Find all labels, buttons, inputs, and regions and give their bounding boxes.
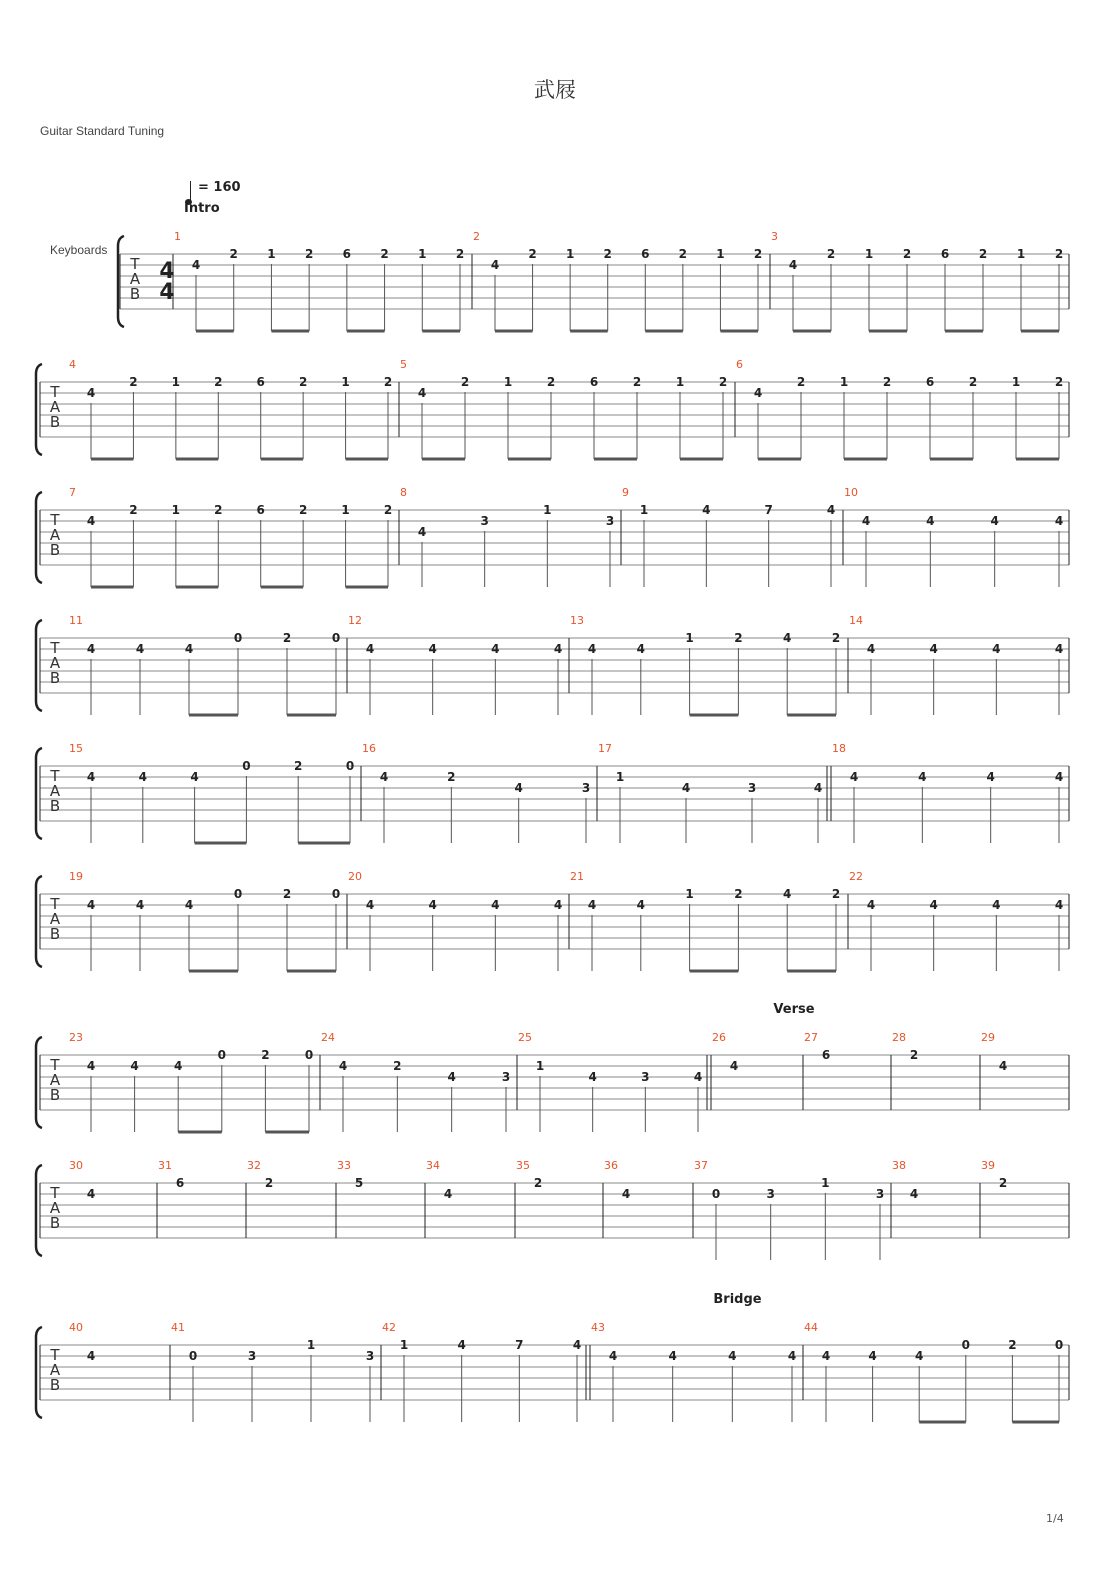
measure-number: 35: [516, 1159, 530, 1172]
tab-clef-b: B: [49, 1086, 61, 1104]
tab-fret-number: 4: [191, 258, 201, 272]
tab-fret-number: 1: [267, 247, 276, 261]
tab-fret-number: 1: [565, 247, 575, 261]
tab-fret-number: 4: [788, 258, 798, 272]
tab-fret-number: 4: [491, 642, 500, 656]
measure-number: 15: [69, 742, 83, 755]
tab-fret-number: 4: [365, 642, 375, 656]
tab-fret-number: 0: [242, 759, 251, 773]
measure-number: 5: [400, 358, 407, 371]
tab-fret-number: 2: [753, 247, 763, 261]
measure-number: 41: [171, 1321, 185, 1334]
measure-number: 4: [69, 358, 76, 371]
tab-fret-number: 4: [1054, 514, 1064, 528]
tab-fret-number: 2: [632, 375, 642, 389]
tab-fret-number: 2: [455, 247, 465, 261]
tab-fret-number: 4: [184, 642, 194, 656]
tab-fret-number: 2: [294, 759, 303, 773]
tab-fret-number: 0: [233, 887, 243, 901]
tab-fret-number: 1: [543, 503, 552, 517]
tab-clef-a: A: [49, 1361, 61, 1379]
tab-fret-number: 7: [764, 503, 773, 517]
tab-fret-number: 4: [728, 1349, 737, 1363]
tab-fret-number: 1: [1011, 375, 1021, 389]
song-title: 武屐: [534, 78, 576, 102]
tab-fret-number: 4: [915, 1349, 924, 1363]
tab-clef-a: A: [49, 910, 61, 928]
tab-fret-number: 2: [734, 887, 743, 901]
tab-clef-b: B: [49, 413, 61, 431]
tab-fret-number: 4: [1054, 642, 1064, 656]
tab-fret-number: 4: [417, 386, 427, 400]
tab-fret-number: 0: [961, 1338, 970, 1352]
tab-fret-number: 2: [383, 375, 393, 389]
tab-fret-number: 4: [866, 898, 876, 912]
tab-fret-number: 4: [365, 898, 375, 912]
tab-fret-number: 6: [256, 503, 265, 517]
tab-clef-t: T: [50, 1056, 60, 1074]
tab-fret-number: 4: [572, 1338, 582, 1352]
measure-number: 42: [382, 1321, 396, 1334]
tab-fret-number: 3: [747, 781, 757, 795]
tab-fret-number: 5: [354, 1176, 364, 1190]
tab-fret-number: 4: [417, 525, 427, 539]
tab-fret-number: 4: [861, 514, 871, 528]
tab-fret-number: 2: [298, 375, 308, 389]
section-label: Bridge: [713, 1292, 762, 1307]
measure-number: 24: [321, 1031, 335, 1044]
tab-clef-t: T: [50, 1346, 60, 1364]
tab-clef-t: T: [50, 767, 60, 785]
tab-fret-number: 4: [190, 770, 199, 784]
tempo-marking: = 160: [198, 180, 241, 195]
tab-fret-number: 4: [929, 898, 938, 912]
staff-bracket: [36, 876, 42, 967]
tab-fret-number: 6: [589, 375, 599, 389]
measure-number: 38: [892, 1159, 906, 1172]
tab-clef-a: A: [129, 270, 141, 288]
time-signature-top: 4: [159, 259, 175, 284]
measure-number: 22: [849, 870, 863, 883]
tab-fret-number: 0: [233, 631, 243, 645]
tab-fret-number: 2: [1008, 1338, 1017, 1352]
staff-bracket: [36, 1037, 42, 1128]
tab-fret-number: 4: [866, 642, 876, 656]
tab-fret-number: 4: [636, 642, 645, 656]
tab-fret-number: 2: [282, 631, 292, 645]
tab-fret-number: 3: [605, 514, 615, 528]
tab-fret-number: 4: [86, 1187, 96, 1201]
tab-fret-number: 4: [447, 1070, 456, 1084]
tab-fret-number: 4: [909, 1187, 919, 1201]
tab-fret-number: 4: [998, 1059, 1008, 1073]
tab-fret-number: 4: [86, 386, 96, 400]
tab-fret-number: 4: [926, 514, 935, 528]
tab-fret-number: 3: [501, 1070, 511, 1084]
tab-clef-a: A: [49, 398, 61, 416]
tab-fret-number: 1: [685, 631, 694, 645]
tab-fret-number: 4: [668, 1349, 677, 1363]
tab-fret-number: 1: [685, 887, 694, 901]
tab-fret-number: 2: [831, 887, 841, 901]
tab-fret-number: 2: [734, 631, 743, 645]
tab-clef-b: B: [129, 285, 141, 303]
tab-fret-number: 3: [641, 1070, 650, 1084]
tab-fret-number: 2: [678, 247, 688, 261]
section-label: Intro: [184, 201, 220, 216]
tab-fret-number: 0: [711, 1187, 721, 1201]
tab-clef-a: A: [49, 1071, 61, 1089]
tab-fret-number: 4: [135, 898, 145, 912]
tab-fret-number: 4: [588, 1070, 597, 1084]
tab-fret-number: 4: [929, 642, 938, 656]
tab-fret-number: 4: [86, 642, 96, 656]
tab-clef-b: B: [49, 1214, 61, 1232]
tab-clef-t: T: [130, 255, 140, 273]
tab-fret-number: 4: [986, 770, 995, 784]
measure-number: 33: [337, 1159, 351, 1172]
measure-number: 28: [892, 1031, 906, 1044]
measure-number: 39: [981, 1159, 995, 1172]
tab-fret-number: 2: [460, 375, 470, 389]
tab-fret-number: 0: [331, 631, 341, 645]
tab-fret-number: 1: [535, 1059, 545, 1073]
measure-number: 23: [69, 1031, 83, 1044]
tab-clef-a: A: [49, 782, 61, 800]
tab-fret-number: 2: [214, 503, 223, 517]
tab-fret-number: 4: [990, 514, 999, 528]
tab-fret-number: 2: [129, 375, 138, 389]
measure-number: 43: [591, 1321, 605, 1334]
tab-clef-b: B: [49, 669, 61, 687]
tab-fret-number: 4: [86, 1059, 96, 1073]
tab-clef-t: T: [50, 639, 60, 657]
staff-bracket: [36, 748, 42, 839]
measure-number: 37: [694, 1159, 708, 1172]
tab-fret-number: 4: [693, 1070, 703, 1084]
tab-fret-number: 4: [787, 1349, 797, 1363]
measure-number: 19: [69, 870, 83, 883]
tab-fret-number: 1: [615, 770, 625, 784]
tab-fret-number: 2: [298, 503, 308, 517]
measure-number: 16: [362, 742, 376, 755]
measure-number: 29: [981, 1031, 995, 1044]
tab-fret-number: 2: [264, 1176, 274, 1190]
tab-fret-number: 0: [345, 759, 355, 773]
tab-fret-number: 4: [86, 1349, 96, 1363]
tab-fret-number: 4: [783, 631, 792, 645]
tab-fret-number: 3: [875, 1187, 885, 1201]
tab-fret-number: 2: [1054, 247, 1064, 261]
tab-fret-number: 0: [217, 1048, 226, 1062]
tab-fret-number: 2: [978, 247, 988, 261]
tab-fret-number: 2: [393, 1059, 402, 1073]
tab-fret-number: 4: [681, 781, 691, 795]
tab-fret-number: 2: [603, 247, 612, 261]
tab-fret-number: 4: [174, 1059, 183, 1073]
measure-number: 10: [844, 486, 858, 499]
tab-fret-number: 0: [1054, 1338, 1064, 1352]
tab-fret-number: 1: [639, 503, 649, 517]
staff-bracket: [118, 236, 124, 327]
tab-clef-b: B: [49, 1376, 61, 1394]
measure-number: 44: [804, 1321, 818, 1334]
tab-fret-number: 1: [1016, 247, 1026, 261]
page-number: 1/4: [1046, 1512, 1064, 1525]
tab-fret-number: 1: [399, 1338, 409, 1352]
tab-fret-number: 2: [380, 247, 389, 261]
tab-fret-number: 6: [940, 247, 950, 261]
tab-fret-number: 2: [796, 375, 806, 389]
tab-clef-a: A: [49, 526, 61, 544]
tab-fret-number: 4: [992, 898, 1001, 912]
instrument-label: Keyboards: [50, 243, 108, 257]
tab-fret-number: 2: [909, 1048, 919, 1062]
measure-number: 12: [348, 614, 362, 627]
tab-fret-number: 0: [304, 1048, 314, 1062]
tab-fret-number: 2: [882, 375, 892, 389]
tab-fret-number: 1: [864, 247, 874, 261]
tab-fret-number: 4: [490, 258, 500, 272]
tab-fret-number: 4: [621, 1187, 631, 1201]
tab-fret-number: 4: [753, 386, 763, 400]
tuning-label: Guitar Standard Tuning: [40, 124, 165, 138]
measure-number: 7: [69, 486, 76, 499]
tab-fret-number: 2: [902, 247, 912, 261]
measure-number: 13: [570, 614, 584, 627]
staff-bracket: [36, 620, 42, 711]
tab-fret-number: 2: [831, 631, 841, 645]
measure-number: 14: [849, 614, 863, 627]
tab-fret-number: 4: [868, 1349, 877, 1363]
tab-fret-number: 2: [214, 375, 223, 389]
tab-fret-number: 1: [306, 1338, 316, 1352]
measure-number: 21: [570, 870, 584, 883]
tab-fret-number: 4: [135, 642, 145, 656]
measure-number: 32: [247, 1159, 261, 1172]
tab-fret-number: 4: [428, 898, 437, 912]
tab-fret-number: 6: [925, 375, 935, 389]
measure-number: 17: [598, 742, 612, 755]
tab-fret-number: 1: [716, 247, 725, 261]
tab-fret-number: 4: [918, 770, 927, 784]
tab-fret-number: 6: [821, 1048, 831, 1062]
tab-clef-b: B: [49, 541, 61, 559]
tab-fret-number: 4: [729, 1059, 739, 1073]
tab-fret-number: 4: [783, 887, 792, 901]
tab-fret-number: 4: [338, 1059, 348, 1073]
tab-fret-number: 4: [587, 642, 597, 656]
tab-clef-t: T: [50, 1184, 60, 1202]
tab-fret-number: 3: [766, 1187, 775, 1201]
measure-number: 30: [69, 1159, 83, 1172]
tab-fret-number: 6: [641, 247, 650, 261]
tab-fret-number: 4: [1054, 898, 1064, 912]
tab-clef-a: A: [49, 1199, 61, 1217]
tab-fret-number: 4: [86, 898, 96, 912]
measure-number: 36: [604, 1159, 618, 1172]
measure-number: 26: [712, 1031, 726, 1044]
tab-fret-number: 0: [331, 887, 341, 901]
tab-fret-number: 4: [428, 642, 437, 656]
tab-fret-number: 4: [86, 770, 96, 784]
measure-number: 8: [400, 486, 407, 499]
tab-fret-number: 4: [587, 898, 597, 912]
tab-clef-b: B: [49, 797, 61, 815]
staff-bracket: [36, 1165, 42, 1256]
tab-fret-number: 3: [581, 781, 591, 795]
tab-fret-number: 4: [379, 770, 389, 784]
measure-number: 11: [69, 614, 83, 627]
measure-number: 27: [804, 1031, 818, 1044]
tab-fret-number: 2: [383, 503, 393, 517]
measure-number: 6: [736, 358, 743, 371]
tab-fret-number: 2: [282, 887, 292, 901]
tab-fret-number: 2: [528, 247, 537, 261]
tab-fret-number: 2: [998, 1176, 1008, 1190]
tab-clef-a: A: [49, 654, 61, 672]
measure-number: 31: [158, 1159, 172, 1172]
tab-fret-number: 1: [821, 1176, 830, 1190]
tab-fret-number: 4: [826, 503, 836, 517]
tab-fret-number: 3: [480, 514, 489, 528]
staff-bracket: [36, 1327, 42, 1418]
tab-fret-number: 2: [1054, 375, 1064, 389]
tab-fret-number: 6: [342, 247, 352, 261]
tab-fret-number: 3: [365, 1349, 375, 1363]
tab-fret-number: 4: [130, 1059, 139, 1073]
measure-number: 25: [518, 1031, 532, 1044]
measure-number: 9: [622, 486, 629, 499]
tab-fret-number: 4: [457, 1338, 466, 1352]
tab-clef-b: B: [49, 925, 61, 943]
tab-fret-number: 4: [821, 1349, 831, 1363]
tab-fret-number: 3: [247, 1349, 257, 1363]
tab-fret-number: 1: [675, 375, 685, 389]
tab-fret-number: 4: [849, 770, 859, 784]
tab-fret-number: 1: [171, 503, 181, 517]
tab-clef-t: T: [50, 383, 60, 401]
measure-number: 34: [426, 1159, 440, 1172]
tab-fret-number: 2: [447, 770, 456, 784]
tab-fret-number: 6: [256, 375, 265, 389]
tab-fret-number: 4: [813, 781, 823, 795]
tab-fret-number: 4: [636, 898, 645, 912]
tab-fret-number: 4: [138, 770, 147, 784]
tab-clef-t: T: [50, 895, 60, 913]
tab-fret-number: 1: [171, 375, 181, 389]
tab-fret-number: 4: [553, 898, 563, 912]
tab-fret-number: 4: [491, 898, 500, 912]
tab-fret-number: 1: [341, 503, 350, 517]
measure-number: 3: [771, 230, 778, 243]
tab-fret-number: 6: [175, 1176, 185, 1190]
measure-number: 18: [832, 742, 846, 755]
tab-fret-number: 2: [826, 247, 836, 261]
tab-fret-number: 4: [553, 642, 563, 656]
tab-fret-number: 2: [304, 247, 314, 261]
tab-fret-number: 1: [503, 375, 513, 389]
tab-fret-number: 7: [515, 1338, 524, 1352]
tab-fret-number: 2: [718, 375, 728, 389]
tab-fret-number: 2: [129, 503, 138, 517]
section-label: Verse: [773, 1002, 815, 1017]
tab-fret-number: 4: [514, 781, 523, 795]
tab-fret-number: 2: [261, 1048, 270, 1062]
tab-fret-number: 1: [839, 375, 849, 389]
tab-fret-number: 4: [992, 642, 1001, 656]
tab-fret-number: 4: [1054, 770, 1064, 784]
tab-fret-number: 4: [86, 514, 96, 528]
tab-fret-number: 1: [418, 247, 427, 261]
tab-fret-number: 2: [229, 247, 238, 261]
tab-fret-number: 2: [533, 1176, 543, 1190]
tab-fret-number: 4: [608, 1349, 618, 1363]
tab-fret-number: 4: [702, 503, 711, 517]
tab-fret-number: 2: [968, 375, 978, 389]
measure-number: 40: [69, 1321, 83, 1334]
measure-number: 2: [473, 230, 480, 243]
tab-fret-number: 4: [184, 898, 194, 912]
measure-number: 1: [174, 230, 181, 243]
time-signature-bottom: 4: [159, 280, 175, 305]
tab-clef-t: T: [50, 511, 60, 529]
measure-number: 20: [348, 870, 362, 883]
tab-fret-number: 4: [443, 1187, 453, 1201]
staff-bracket: [36, 364, 42, 455]
tab-fret-number: 1: [341, 375, 350, 389]
tab-fret-number: 2: [546, 375, 556, 389]
tab-fret-number: 0: [188, 1349, 198, 1363]
staff-bracket: [36, 492, 42, 583]
